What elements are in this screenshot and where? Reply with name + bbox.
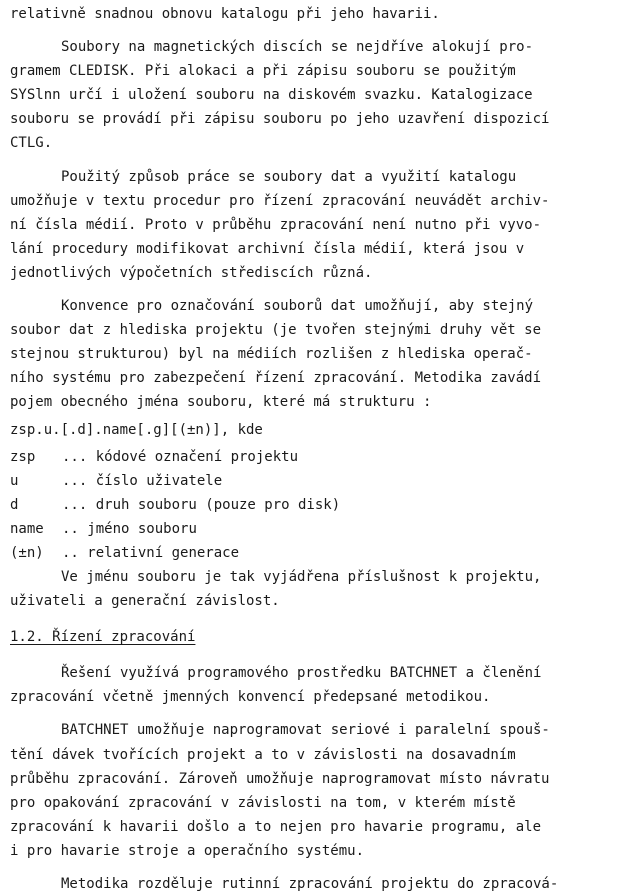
text-line: umožňuje v textu procedur pro řízení zpracování neuvádět archiv- <box>10 192 550 209</box>
text-line: jednotlivých výpočetních střediscích různá. <box>10 264 373 281</box>
document-page <box>10 2 626 896</box>
text-line: zpracování včetně jmenných konvencí předepsané metodikou. <box>10 689 491 706</box>
file-name-formula: zsp.u.[.d].name[.g][(±n)], kde <box>10 421 263 438</box>
text-line: BATCHNET umožňuje naprogramovat seriové i paralelní spouš- <box>61 722 550 739</box>
text-line: průběhu zpracování. Zároveň umožňuje naprogramovat místo návratu <box>10 770 550 787</box>
definition-description: relativní generace <box>87 544 240 561</box>
definition-row <box>10 493 626 517</box>
text-line: gramem CLEDISK. Při alokaci a při zápisu souboru se použitým <box>10 63 516 80</box>
definition-row <box>10 445 626 469</box>
text-line: pro opakování zpracování v závislosti na tom, v kterém místě <box>10 794 516 811</box>
definition-row <box>10 469 626 493</box>
text-line: tění dávek tvořících projekt a to v závislosti na dosavadním <box>10 746 516 763</box>
definition-term: name <box>10 520 44 537</box>
definition-row <box>10 541 626 565</box>
text-line: Konvence pro označování souborů dat umožňují, aby stejný <box>61 298 534 315</box>
paragraph-catalog-usage <box>10 165 626 285</box>
definition-separator: ... <box>62 472 96 489</box>
definition-term: zsp <box>10 448 36 465</box>
definition-description: číslo uživatele <box>95 472 223 489</box>
text-line: SYSlnn určí i uložení souboru na diskovém svazku. Katalogizace <box>10 87 533 104</box>
paragraph-batchnet-features <box>10 718 626 863</box>
paragraph-name-meaning <box>10 565 626 613</box>
definition-term: u <box>10 472 19 489</box>
text-line: ního systému pro zabezpečení řízení zpracování. Metodika zavádí <box>10 370 542 387</box>
section-heading <box>10 625 626 649</box>
text-line: i pro havarie stroje a operačního systému. <box>10 842 365 859</box>
text-line: Ve jménu souboru je tak vyjádřena příslušnost k projektu, <box>61 568 542 585</box>
paragraph-naming-conventions <box>10 294 626 414</box>
text-line: uživateli a generační závislost. <box>10 593 280 610</box>
text-line: Řešení využívá programového prostředku BATCHNET a členění <box>61 665 542 682</box>
definition-row <box>10 517 626 541</box>
paragraph-batchnet-intro <box>10 661 626 709</box>
section-heading-text: 1.2. Řízení zpracování <box>10 629 196 646</box>
definition-description: jméno souboru <box>87 520 197 537</box>
text-line: stejnou strukturou) byl na médiích rozlišen z hlediska operač- <box>10 346 533 363</box>
definition-term: d <box>10 496 19 513</box>
definition-description: druh souboru (pouze pro disk) <box>95 496 341 513</box>
text-line: lání procedury modifikovat archivní čísla médií, která jsou v <box>10 240 525 257</box>
text-line: Použitý způsob práce se soubory dat a využití katalogu <box>61 168 517 185</box>
definition-separator: .. <box>62 520 88 537</box>
paragraph-allocation <box>10 35 626 155</box>
definition-description: kódové označení projektu <box>95 448 299 465</box>
definition-separator: .. <box>62 544 88 561</box>
definition-separator: ... <box>62 496 96 513</box>
text-line: Soubory na magnetických discích se nejdříve alokují pro- <box>61 39 534 56</box>
text-line: ní čísla médií. Proto v průběhu zpracování není nutno při vyvo- <box>10 216 542 233</box>
text-line: souboru se provádí při zápisu souboru po jeho uzavření dispozicí <box>10 111 550 128</box>
definition-term: (±n) <box>10 544 44 561</box>
definition-separator: ... <box>62 448 96 465</box>
text-line: soubor dat z hlediska projektu (je tvořen stejnými druhy vět se <box>10 322 542 339</box>
paragraph-continuation <box>10 2 626 26</box>
definition-list <box>10 445 626 565</box>
text-line: relativně snadnou obnovu katalogu při jeho havarii. <box>10 6 440 22</box>
text-line: Metodika rozděluje rutinní zpracování projektu do zpracová- <box>61 876 559 892</box>
text-line: CTLG. <box>10 135 53 152</box>
text-line: pojem obecného jména souboru, které má strukturu : <box>10 394 432 411</box>
paragraph-methodology <box>10 872 626 896</box>
text-line: zpracování k havarii došlo a to nejen pro havarie programu, ale <box>10 818 542 835</box>
